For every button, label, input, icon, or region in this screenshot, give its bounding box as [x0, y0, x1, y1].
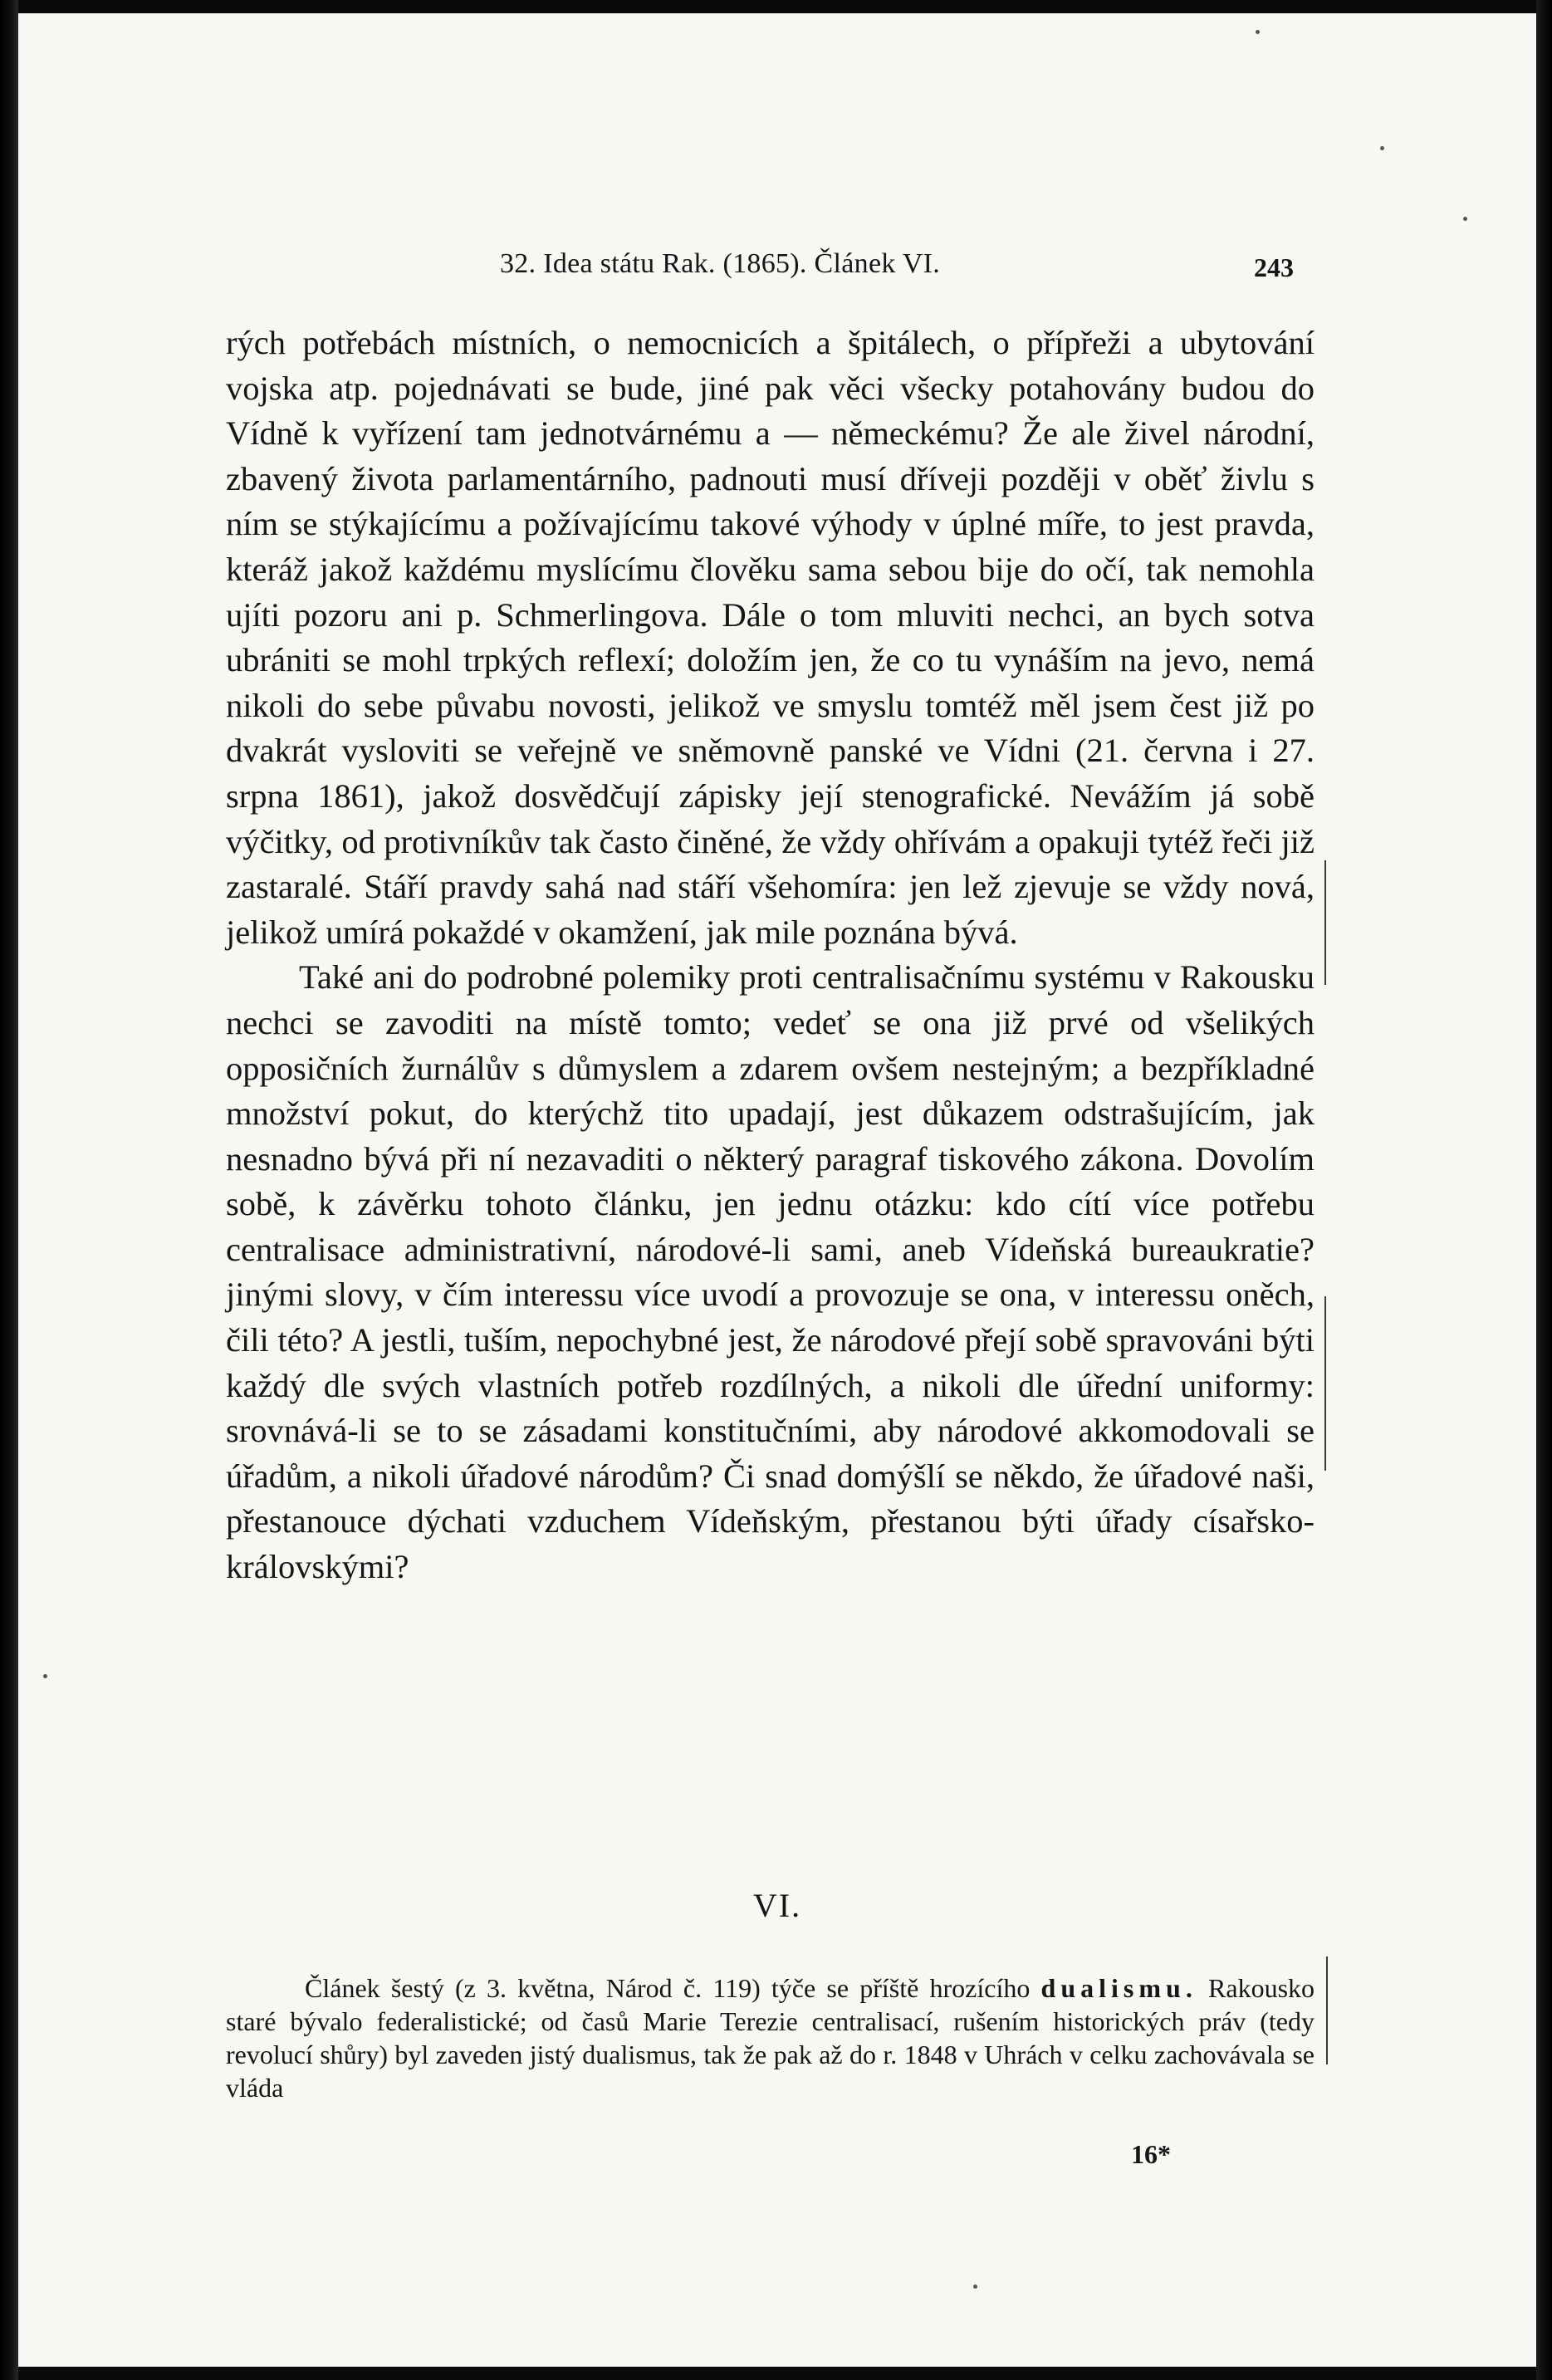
- margin-mark-line: [1324, 1296, 1326, 1471]
- paragraph: rých potřebách místních, o nemocnicích a špitálech, o přípřeži a ubytování vojska atp. pojednávati se bude, jiné pak věci všecky potahovány budou do Vídně k vyřízení tam jednotvárnému a — německému? Že ale živel národní, zbavený života parlamentárního, padnouti musí dříveji později v oběť živlu s ním se stýkajícímu a požívajícímu takové výhody v úplné míře, to jest pravda, kteráž jakož každému myslícímu člověku sama sebou bije do očí, tak nemohla ujíti pozoru ani p. Schmerlingova. Dále o tom mluviti nechci, an bych sotva ubrániti se mohl trpkých reflexí; doložím jen, že co tu vynáším na jevo, nemá nikoli do sebe půvabu novosti, jelikož ve smyslu tomtéž měl jsem čest již po dvakrát vysloviti se veřejně ve sněmovně panské ve Vídni (21. června i 27. srpna 1861), jakož dosvědčují zápisky její stenografické. Nevážím já sobě výčitky, od protivníkův tak často činěné, že vždy ohřívám a opakuji tytéž řeči již zastaralé. Stáří pravdy sahá nad stáří všehomíra: jen lež zjevuje se vždy nová, jelikož umírá pokaždé v okamžení, jak mile poznána bývá.: [226, 324, 1315, 951]
- running-header: 32. Idea státu Rak. (1865). Článek VI.: [500, 248, 941, 279]
- page-number: 243: [1254, 252, 1294, 282]
- scan-speck: [1380, 146, 1384, 150]
- main-text: [226, 321, 1315, 1590]
- scan-speck: [43, 1674, 47, 1678]
- summary-lead: Článek šestý (z 3. května, Národ č. 119) týče se příště hrozícího: [305, 1973, 1031, 2003]
- scan-speck: [1463, 217, 1467, 221]
- summary-rest: Rakousko staré bývalo federalistické; od časů Marie Terezie centralisací, rušením historických práv (tedy revolucí shůry) byl zaveden jistý dualismus, tak že pak až do r. 1848 v Uhrách v celku zachovávala se vláda: [226, 1973, 1315, 2103]
- printer-signature-mark: 16*: [1131, 2139, 1171, 2169]
- margin-mark-line: [1326, 1956, 1328, 2064]
- paragraph: Také ani do podrobné polemiky proti centralisačnímu systému v Rakousku nechci se zavoditi na místě tomto; vedeť se ona již prvé od všelikých opposičních žurnálův s důmyslem a zdarem ovšem nestejným; a bezpříkladné množství pokut, do kterýchž tito upadají, jest důkazem odstrašujícím, jak nesnadno bývá při ní nezavaditi o některý paragraf tiskového zákona. Dovolím sobě, k závěrku tohoto článku, jen jednu otázku: kdo cítí více potřebu centralisace administrativní, národové-li sami, aneb Vídeňská bureaukratie? jinými slovy, v čím interessu více uvodí a provozuje se ona, v interessu oněch, čili této? A jestli, tuším, nepochybné jest, že národové přejí sobě spravováni býti každý dle svých vlastních potřeb rozdílných, a nikoli dle úřední uniformy: srovnává-li se to se zásadami konstitučními, aby národové akkomodovali se úřadům, a nikoli úřadové národům? Či snad domýšlí se někdo, že úřadové naši, přestanouce dýchati vzduchem Vídeňským, přestanou býti úřady císařsko-královskými?: [226, 958, 1315, 1586]
- scan-edge-right: [1536, 0, 1552, 2380]
- summary-paragraph: [226, 1971, 1315, 2104]
- summary-term: dualismu.: [1040, 1973, 1197, 2003]
- scan-speck: [1256, 30, 1260, 34]
- scan-speck: [973, 2285, 977, 2289]
- book-page: [18, 13, 1536, 2367]
- section-heading: VI.: [752, 1887, 802, 1924]
- margin-mark-line: [1324, 860, 1326, 985]
- scan-edge-left: [0, 0, 18, 2380]
- section-summary: [226, 1971, 1315, 2104]
